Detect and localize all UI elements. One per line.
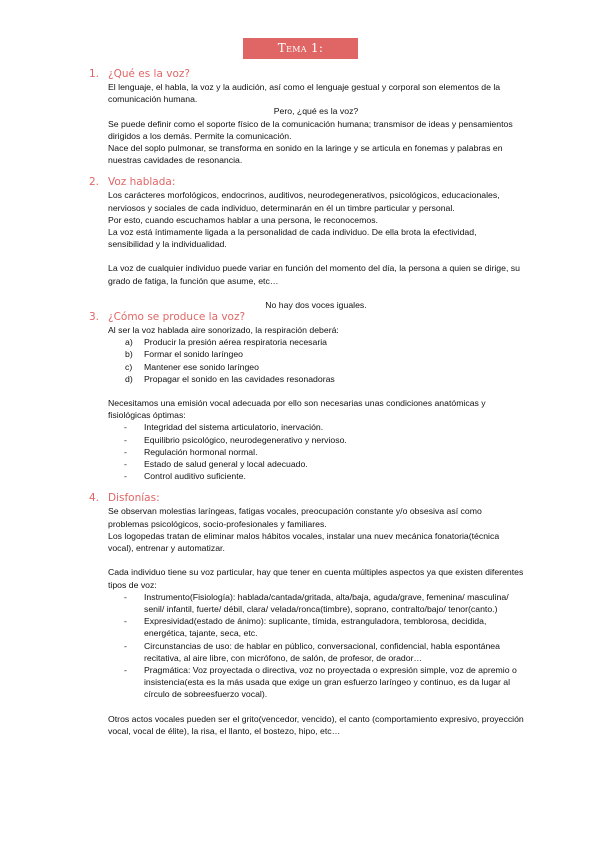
list-item (108, 336, 524, 348)
section-body-4 (108, 505, 524, 736)
conditions-list (108, 421, 524, 482)
list-text: Equilibrio psicológico, neurodegenerativo y nervioso. (144, 434, 347, 445)
section-body-3 (108, 324, 524, 482)
list-text: Formar el sonido laríngeo (144, 349, 243, 360)
voice-types-list (108, 591, 524, 701)
list-item (108, 434, 524, 446)
dash-marker: - (124, 471, 127, 482)
list-text: Circunstancias de uso: de hablar en público, conversacional, confidencial, habla espontánea recitativa, al aire libre, con micrófono, de salón, de profesor, de orador… (144, 640, 500, 663)
dash-marker: - (124, 434, 127, 445)
centered-statement: No hay dos voces iguales. (265, 299, 367, 310)
paragraph: La voz está íntimamente ligada a la personalidad de cada individuo. De ella brota la efectividad, sensibilidad y la individualidad. (108, 227, 477, 250)
dash-marker: - (124, 446, 127, 457)
list-item (108, 591, 524, 615)
paragraph: Los carácteres morfológicos, endocrinos, auditivos, neurodegenerativos, psicológicos, educacionales, nerviosos y sociales de cada individuo, determinarán en él un timbre particular y personal. (108, 190, 500, 213)
list-item (108, 373, 524, 385)
list-text: Estado de salud general y local adecuado. (144, 459, 308, 470)
list-text: Control auditivo suficiente. (144, 471, 246, 482)
section-heading-3 (89, 311, 529, 324)
section-heading-1 (89, 68, 529, 81)
paragraph: Se observan molestias laríngeas, fatigas vocales, preocupación constante y/o obsesiva así como problemas psicológicos, socio-profesionales y familiares. (108, 506, 482, 529)
list-item (108, 640, 524, 664)
list-marker: b) (125, 349, 133, 360)
dash-marker: - (124, 616, 127, 627)
list-text: Producir la presión aérea respiratoria necesaria (144, 337, 328, 348)
steps-list (108, 336, 524, 385)
dash-marker: - (124, 422, 127, 433)
section-number: 3. (89, 311, 100, 324)
list-text: Instrumento(Fisiología): hablada/cantada/gritada, alta/baja, aguda/grave, femenina/ masculina/ senil/ infantil, fuerte/ débil, clara/ velada/ronca(timbre), soprano, contralto/bajo/ tenor(canto.) (144, 591, 509, 614)
section-number: 4. (89, 492, 100, 505)
list-item (108, 348, 524, 360)
section-title: Voz hablada: (108, 176, 176, 189)
list-text: Regulación hormonal normal. (144, 446, 258, 457)
list-item (108, 361, 524, 373)
paragraph: Nace del soplo pulmonar, se transforma en sonido en la laringe y se articula en fonemas y palabras en nuestras cavidades de resonancia. (108, 143, 503, 166)
section-heading-2 (89, 176, 529, 189)
list-text: Mantener ese sonido laríngeo (144, 361, 259, 372)
list-item (108, 446, 524, 458)
centered-question: Pero, ¿qué es la voz? (273, 106, 359, 117)
list-item (108, 421, 524, 433)
section-title: ¿Qué es la voz? (108, 68, 190, 80)
section-number: 1. (89, 68, 100, 80)
paragraph: Otros actos vocales pueden ser el grito(vencedor, vencido), el canto (comportamiento expresivo, proyección vocal, vocal de élite), la risa, el llanto, el bostezo, hipo, etc… (108, 713, 524, 736)
paragraph: Se puede definir como el soporte físico de la comunicación humana; transmisor de ideas y pensamientos dirigidos a los demás. Permite la comunicación. (108, 118, 513, 141)
list-item (108, 664, 524, 701)
list-text: Integridad del sistema articulatorio, inervación. (144, 422, 324, 433)
dash-marker: - (124, 664, 127, 675)
paragraph: Por esto, cuando escuchamos hablar a una persona, le reconocemos. (108, 214, 378, 225)
document-content (89, 68, 529, 737)
list-item (108, 470, 524, 482)
section-body-2 (108, 189, 524, 311)
paragraph: El lenguaje, el habla, la voz y la audición, así como el lenguaje gestual y corporal son elementos de la comunicación humana. (108, 82, 501, 105)
section-title: Disfonías: (108, 492, 160, 505)
dash-marker: - (124, 640, 127, 651)
list-marker: d) (125, 373, 133, 384)
document-title: Tema 1: Introducción (243, 38, 358, 59)
dash-marker: - (124, 459, 127, 470)
paragraph: Cada individuo tiene su voz particular, hay que tener en cuenta múltiples aspectos ya que existen diferentes tipos de voz: (108, 567, 524, 590)
paragraph: La voz de cualquier individuo puede variar en función del momento del día, la persona a quien se dirige, su grado de fatiga, la función que asume, etc… (108, 263, 520, 286)
dash-marker: - (124, 591, 127, 602)
list-text: Propagar el sonido en las cavidades resonadoras (144, 373, 335, 384)
paragraph: Al ser la voz hablada aire sonorizado, la respiración deberá: (108, 325, 339, 336)
list-text: Expresividad(estado de ánimo): suplicante, tímida, estranguladora, temblorosa, decidida, energética, tajante, seca, etc. (144, 616, 487, 639)
paragraph: Necesitamos una emisión vocal adecuada por ello son necesarias unas condiciones anatómicas y fisiológicas óptimas: (108, 398, 486, 421)
list-item (108, 615, 524, 639)
section-body-1 (108, 81, 524, 166)
section-heading-4 (89, 492, 529, 505)
section-number: 2. (89, 176, 100, 189)
list-text: Pragmática: Voz proyectada o directiva, voz no proyectada o expresión simple, voz de apremio o insistencia(esta es la más usada que exige un gran esfuerzo laríngeo y continuo, es da lugar al círculo de sobreesfuerzo vocal). (144, 664, 517, 700)
paragraph: Los logopedas tratan de eliminar malos hábitos vocales, instalar una nuev mecánica fonatoria(técnica vocal), entrenar y automatizar. (108, 530, 500, 554)
list-item (108, 458, 524, 470)
list-marker: c) (125, 361, 133, 372)
list-marker: a) (125, 337, 133, 348)
section-title: ¿Cómo se produce la voz? (108, 311, 246, 324)
